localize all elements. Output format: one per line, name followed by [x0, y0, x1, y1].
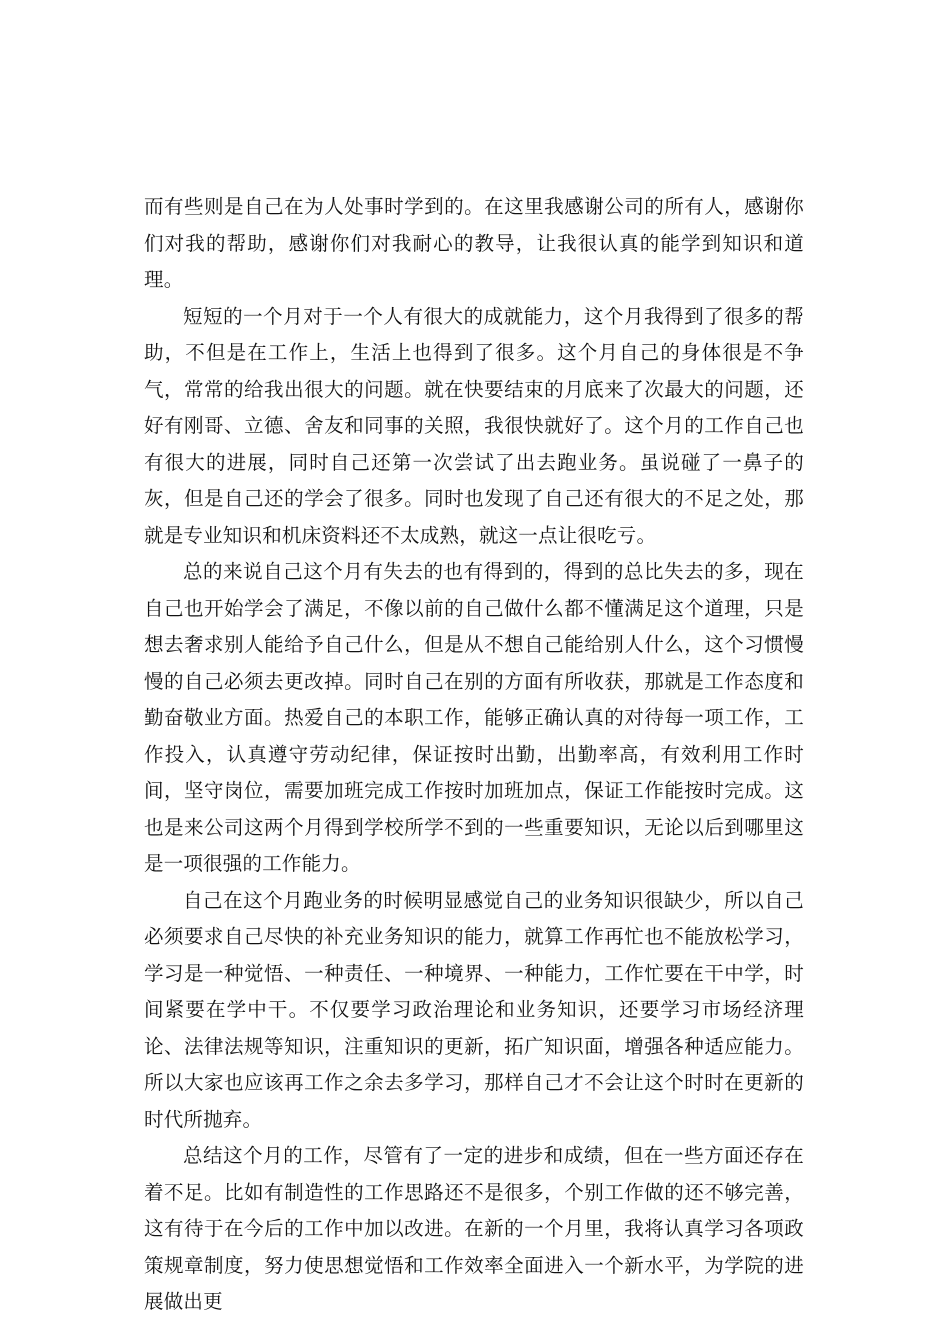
paragraph-5: 总结这个月的工作，尽管有了一定的进步和成绩，但在一些方面还存在着不足。比如有制造性的工作思路还不是很多，个别工作做的还不够完善，这有待于在今后的工作中加以改进。在新的一个月里，我将认真学习各项政策规章制度，努力使思想觉悟和工作效率全面进入一个新水平，为学院的进展做出更 [144, 1144, 804, 1313]
paragraph-4: 自己在这个月跑业务的时候明显感觉自己的业务知识很缺少，所以自己必须要求自己尽快的补充业务知识的能力，就算工作再忙也不能放松学习，学习是一种觉悟、一种责任、一种境界、一种能力，工作忙要在干中学，时间紧要在学中干。不仅要学习政治理论和业务知识，还要学习市场经济理论、法律法规等知识，注重知识的更新，拓广知识面，增强各种适应能力。所以大家也应该再工作之余去多学习，那样自己才不会让这个时时在更新的时代所抛弃。 [144, 888, 804, 1131]
paragraph-3: 总的来说自己这个月有失去的也有得到的，得到的总比失去的多，现在自己也开始学会了满足，不像以前的自己做什么都不懂满足这个道理，只是想去奢求别人能给予自己什么，但是从不想自己能给别人什么，这个习惯慢慢的自己必须去更改掉。同时自己在别的方面有所收获，那就是工作态度和勤奋敬业方面。热爱自己的本职工作，能够正确认真的对待每一项工作，工作投入，认真遵守劳动纪律，保证按时出勤，出勤率高，有效利用工作时间，坚守岗位，需要加班完成工作按时加班加点，保证工作能按时完成。这也是来公司这两个月得到学校所学不到的一些重要知识，无论以后到哪里这是一项很强的工作能力。 [144, 560, 804, 875]
paragraph-2: 短短的一个月对于一个人有很大的成就能力，这个月我得到了很多的帮助，不但是在工作上，生活上也得到了很多。这个月自己的身体很是不争气，常常的给我出很大的问题。就在快要结束的月底来了次最大的问题，还好有刚哥、立德、舍友和同事的关照，我很快就好了。这个月的工作自己也有很大的进展，同时自己还第一次尝试了出去跑业务。虽说碰了一鼻子的灰，但是自己还的学会了很多。同时也发现了自己还有很大的不足之处，那就是专业知识和机床资料还不太成熟，就这一点让很吃亏。 [144, 304, 804, 547]
paragraph-1: 而有些则是自己在为人处事时学到的。在这里我感谢公司的所有人，感谢你们对我的帮助，感谢你们对我耐心的教导，让我很认真的能学到知识和道理。 [144, 195, 804, 291]
document-body [144, 189, 804, 1321]
